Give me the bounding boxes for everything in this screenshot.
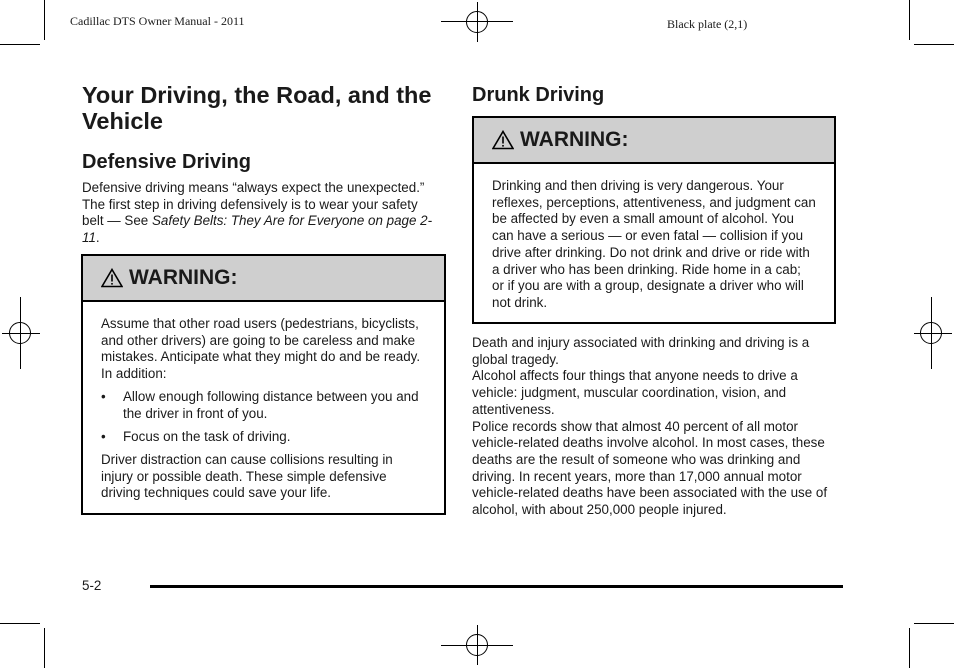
drunk-driving-text (472, 335, 834, 519)
bullet-icon: • (101, 388, 106, 404)
warning-label: WARNING: (129, 266, 238, 289)
warning-triangle-icon (101, 268, 123, 288)
crop-mark (909, 628, 910, 668)
manual-title: Cadillac DTS Owner Manual - 2011 (70, 14, 245, 28)
defensive-driving-section (82, 150, 442, 247)
warning-body (83, 302, 444, 502)
page-number: 5-2 (82, 578, 102, 593)
paragraph: Alcohol affects four things that anyone needs to drive a vehicle: judgment, muscular coordination, vision, and attentiveness. (472, 368, 798, 417)
section-heading: Defensive Driving (82, 151, 251, 173)
footer-rule (150, 585, 843, 588)
crop-mark (909, 0, 910, 40)
bullet-icon: • (101, 429, 106, 445)
section-heading-drunk-driving: Drunk Driving (472, 84, 605, 106)
warning-paragraph: Driver distraction can cause collisions resulting in injury or possible death. These simple defensive driving techniques could save your life. (101, 451, 393, 501)
warning-header (474, 118, 834, 164)
warning-paragraph: Assume that other road users (pedestrians, bicyclists, and other drivers) are going to be careless and make mistakes. Anticipate what they might do and be ready. In addition: (101, 316, 421, 382)
warning-box-defensive (81, 254, 446, 515)
page-title: Your Driving, the Road, and the Vehicle (82, 82, 432, 134)
crop-mark (914, 623, 954, 624)
crop-mark (914, 44, 954, 45)
warning-triangle-icon (492, 130, 514, 150)
list-item: • Focus on the task of driving. (101, 429, 291, 445)
cross-reference: Safety Belts: They Are for Everyone on page 2-11 (82, 213, 433, 246)
plate-label: Black plate (2,1) (667, 17, 748, 31)
crop-mark (44, 0, 45, 40)
crop-mark (0, 44, 40, 45)
crop-mark (0, 623, 40, 624)
warning-body (474, 164, 834, 312)
list-item: • Allow enough following distance between you and the driver in front of you. (101, 388, 419, 421)
paragraph: Death and injury associated with drinking and driving is a global tragedy. (472, 335, 810, 367)
warning-label: WARNING: (520, 128, 629, 151)
warning-box-drunk (472, 116, 836, 324)
warning-paragraph: Drinking and then driving is very dangerous. Your reflexes, perceptions, attentiveness, and judgment can be affected by even a small amount of alcohol. You can have a serious — or even fatal — collision if you drive after drinking. Do not drink and drive or ride with a driver who has been drinking. Ride home in a cab; or if you are with a group, designate a driver who will not drink. (492, 178, 816, 310)
warning-header (83, 256, 444, 302)
crop-mark (44, 628, 45, 668)
paragraph: Police records show that almost 40 percent of all motor vehicle-related deaths involve alcohol. In most cases, these deaths are the result of someone who was drinking and driving. In recent years, more than 17,000 annual motor vehicle-related deaths have been associated with the use of alcohol, with about 250,000 people injured. (472, 418, 828, 518)
intro-paragraph: Defensive driving means “always expect the unexpected.” The first step in driving defensively is to wear your safety belt — See Safety Belts: They Are for Everyone on page 2-11. (82, 180, 433, 246)
